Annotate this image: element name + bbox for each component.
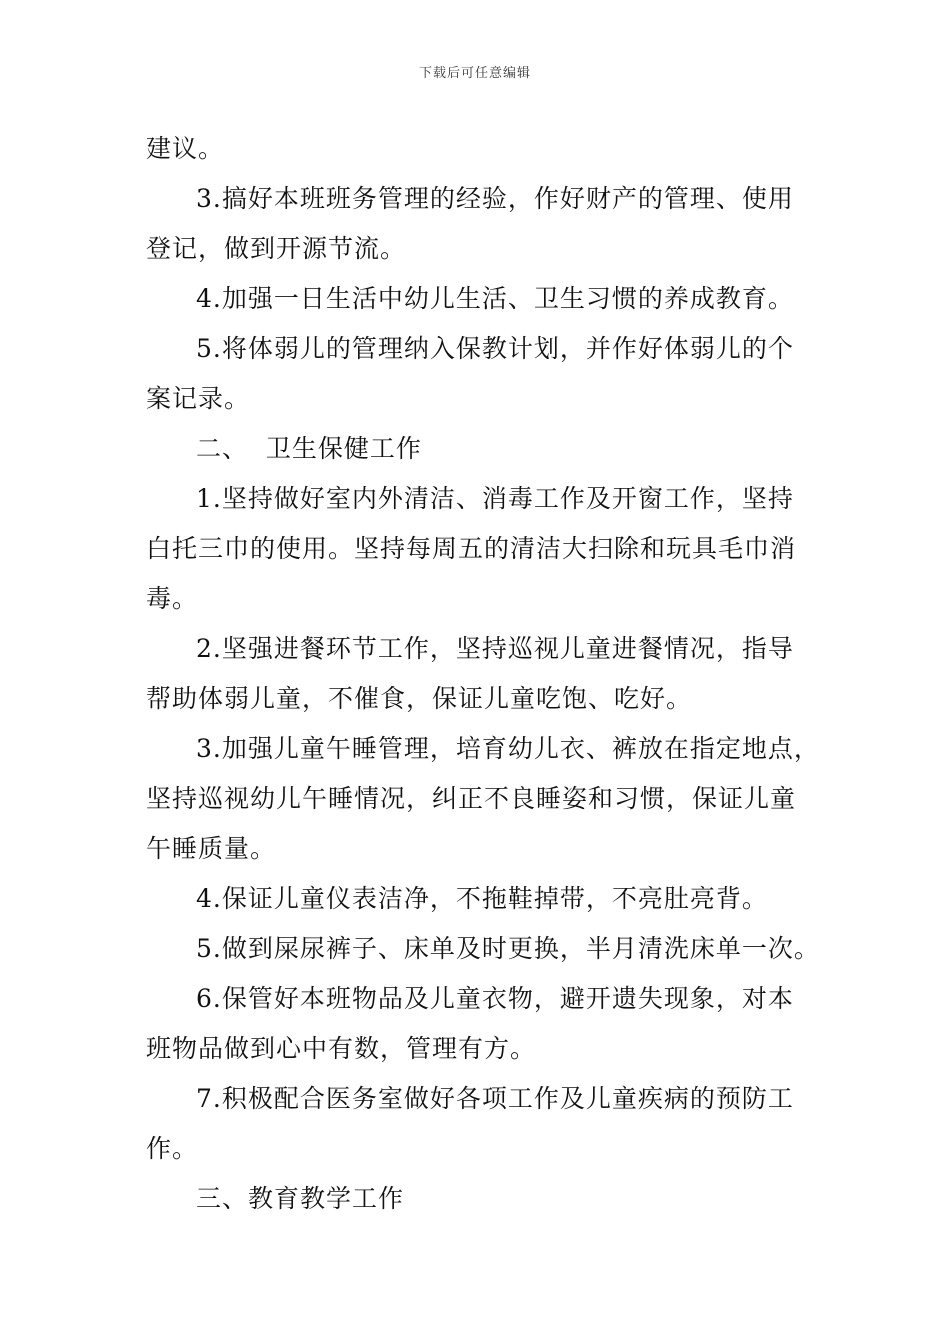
text-line: 案记录。	[146, 384, 251, 413]
list-item-7-start: 7.积极配合医务室做好各项工作及儿童疾病的预防工	[196, 1084, 794, 1113]
list-item-3-start: 3.搞好本班班务管理的经验，作好财产的管理、使用	[196, 184, 794, 213]
text-line: 建议。	[146, 134, 225, 163]
list-item-6-start: 6.保管好本班物品及儿童衣物，避开遗失现象，对本	[196, 984, 794, 1013]
list-item-2-start: 2.坚强进餐环节工作，坚持巡视儿童进餐情况，指导	[196, 634, 794, 663]
list-item-5-start: 5.将体弱儿的管理纳入保教计划，并作好体弱儿的个	[196, 334, 794, 363]
section-heading-2: 二、 卫生保健工作	[196, 434, 422, 463]
text-line: 毒。	[146, 584, 199, 613]
section-heading-3: 三、教育教学工作	[196, 1184, 405, 1213]
text-line: 帮助体弱儿童，不催食，保证儿童吃饱、吃好。	[146, 684, 693, 713]
list-item-4: 4.加强一日生活中幼儿生活、卫生习惯的养成教育。	[196, 284, 794, 313]
page-header: 下载后可任意编辑	[418, 66, 531, 81]
list-item-5b: 5.做到屎尿裤子、床单及时更换，半月清洗床单一次。	[196, 934, 820, 963]
list-item-3b-start: 3.加强儿童午睡管理，培育幼儿衣、裤放在指定地点，	[196, 734, 820, 763]
list-item-1-start: 1.坚持做好室内外清洁、消毒工作及开窗工作，坚持	[196, 484, 794, 513]
text-line: 白托三巾的使用。坚持每周五的清洁大扫除和玩具毛巾消	[146, 534, 797, 563]
text-line: 登记，做到开源节流。	[146, 234, 407, 263]
document-body	[146, 124, 820, 1224]
text-line: 班物品做到心中有数，管理有方。	[146, 1034, 537, 1063]
text-line: 午睡质量。	[146, 834, 277, 863]
text-line: 坚持巡视幼儿午睡情况，纠正不良睡姿和习惯，保证儿童	[146, 784, 797, 813]
list-item-4b: 4.保证儿童仪表洁净，不拖鞋掉带，不亮肚亮背。	[196, 884, 768, 913]
text-line: 作。	[146, 1134, 199, 1163]
